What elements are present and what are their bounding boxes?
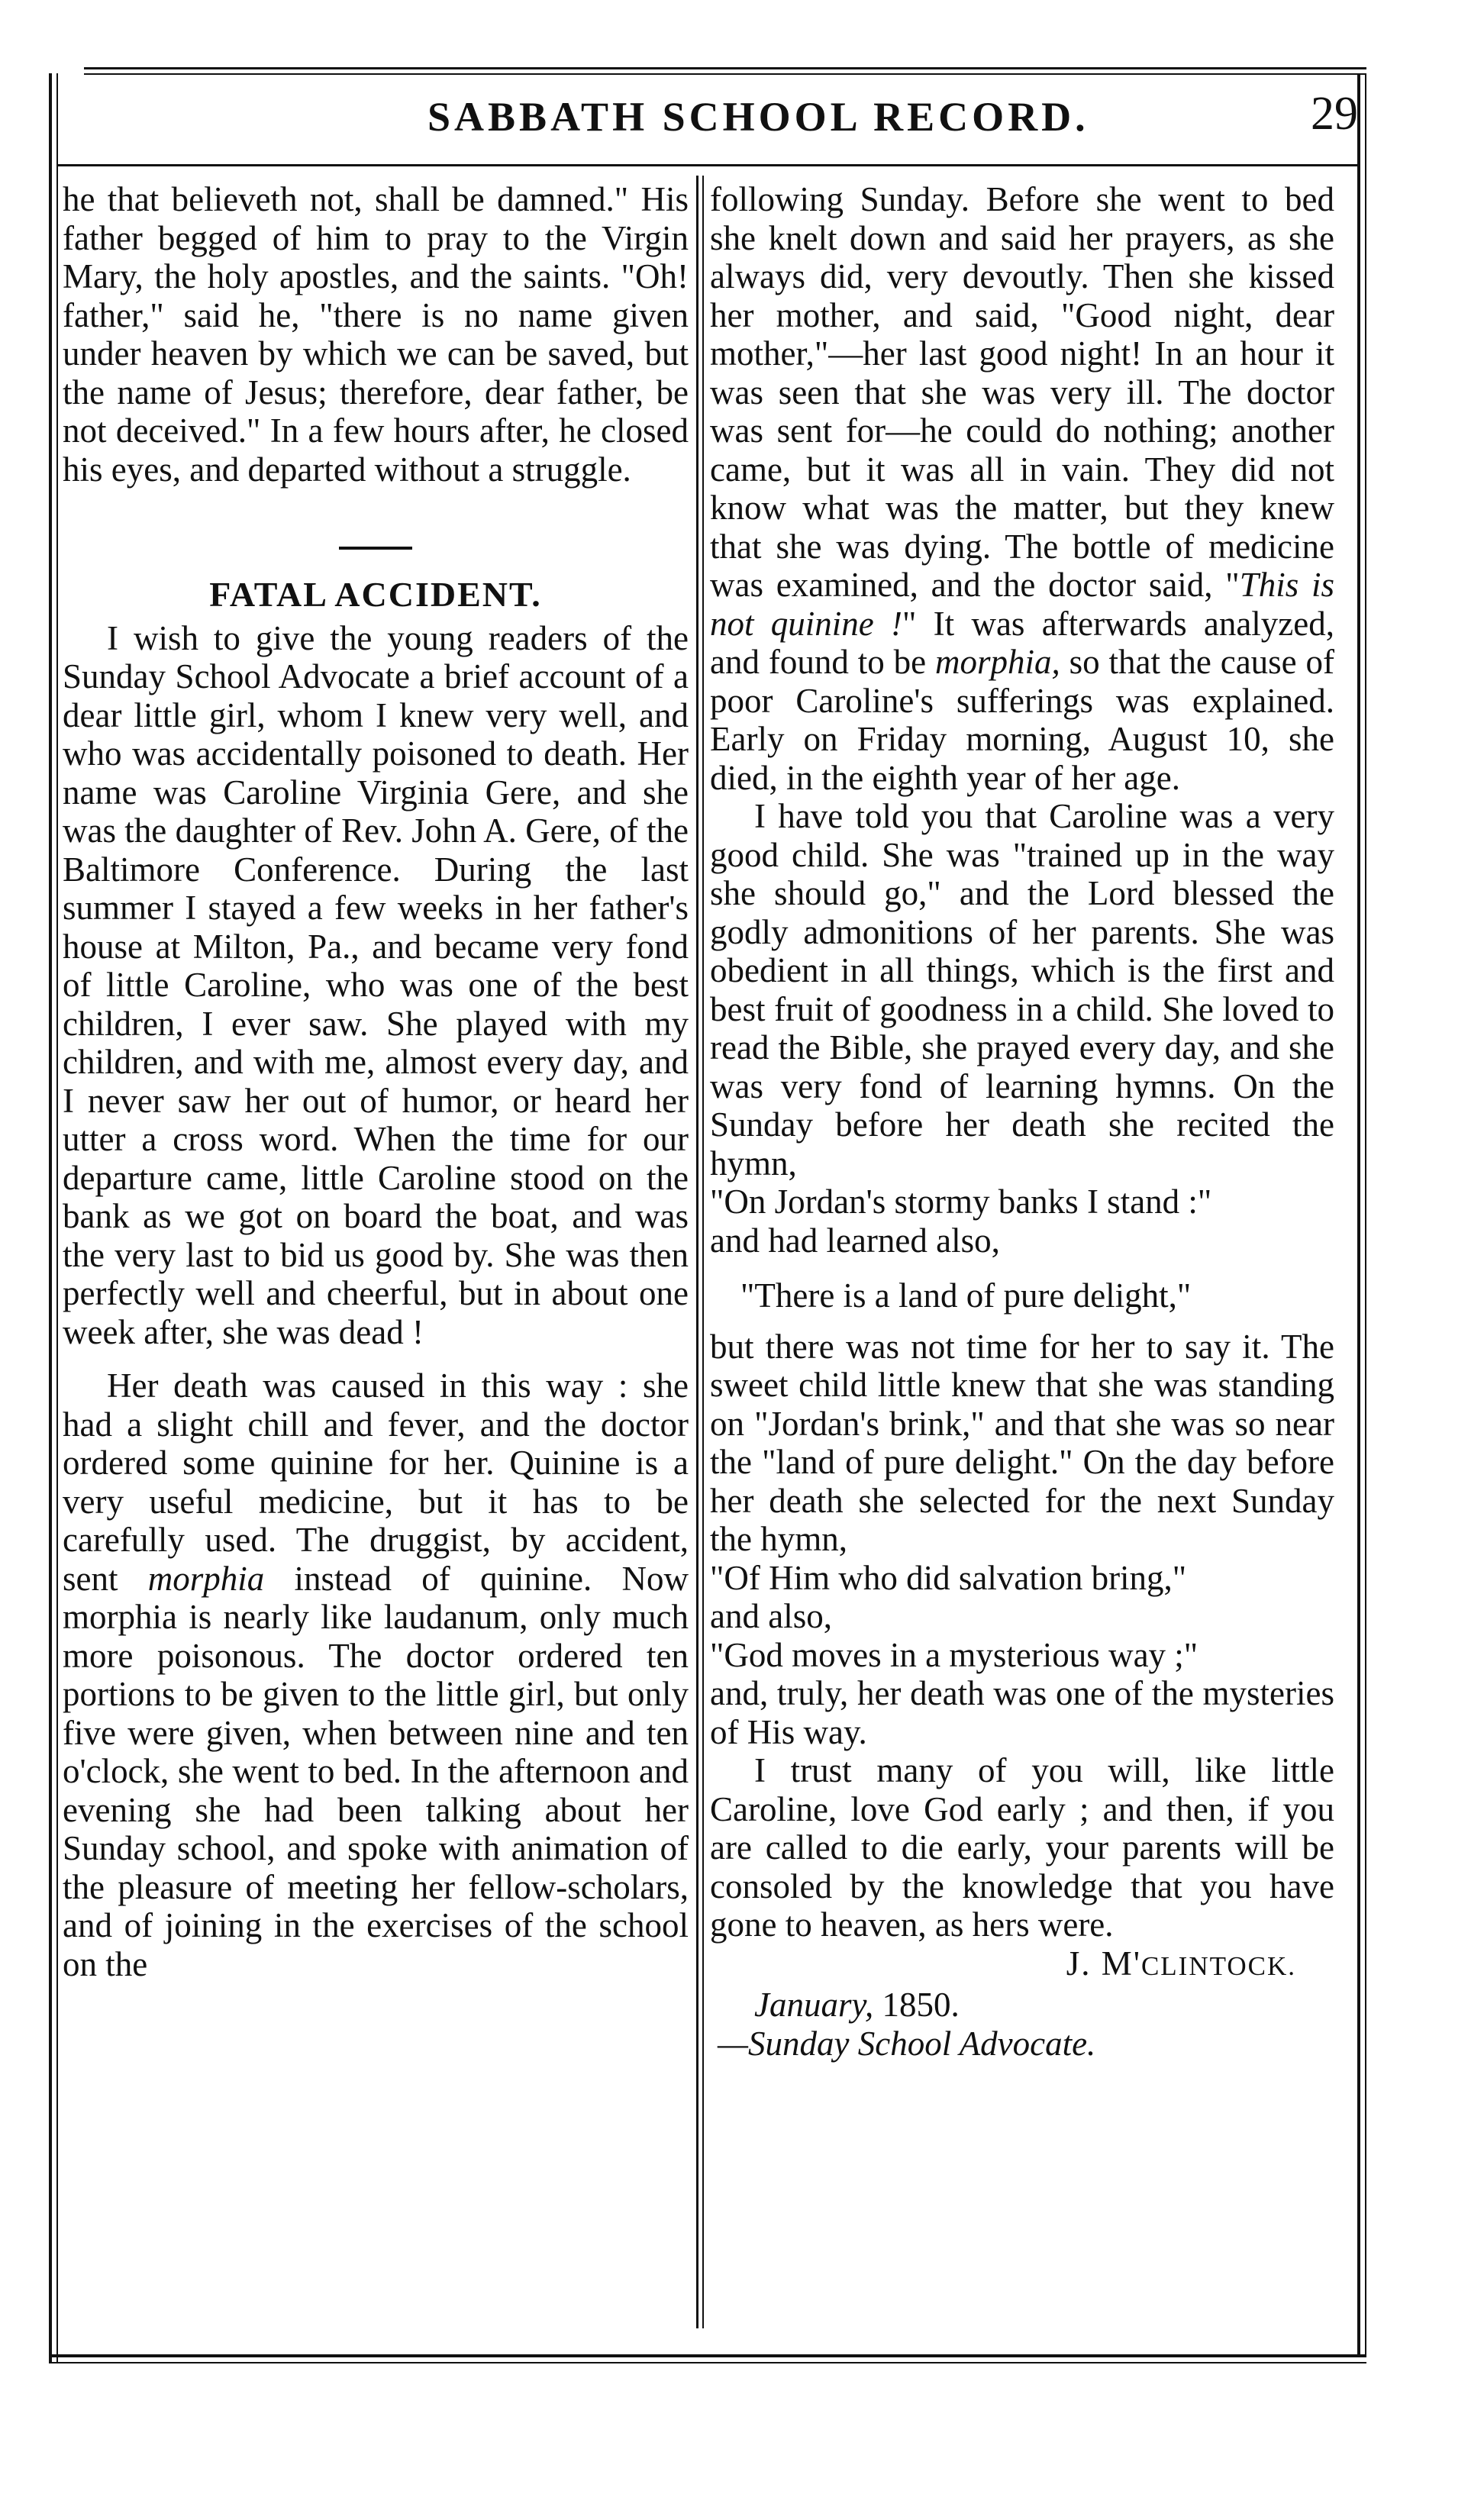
signature-initial: J. M' [1066, 1944, 1141, 1983]
bottom-rule [49, 2354, 1366, 2357]
article-line: and had learned also, [710, 1221, 1000, 1260]
hymn-line: "Of Him who did salvation bring," [710, 1558, 1187, 1597]
left-column [63, 180, 689, 1983]
italic-quote: This is not quinine ! [710, 566, 1334, 643]
left-frame-rule-2 [56, 73, 58, 2363]
date-year: 1850. [882, 1986, 960, 2024]
article-paragraph [63, 1366, 689, 1983]
paragraph-text: instead of quinine. Now morphia is nearly like laudanum, only much more poisonous. The doctor ordered ten portions to be given to the little girl, but only five were given, when between nine and ten o'clock, she went to bed. In the afternoon and evening she had been talking about her Sunday school, and spoke with animation of the pleasure of meeting her fellow-scholars, and of joining in the exercises of the school on the [63, 1559, 689, 1983]
header-underline [56, 164, 1359, 166]
column-divider-2 [702, 176, 704, 2328]
article-line: and also, [710, 1597, 832, 1635]
page-number: 29 [1311, 88, 1358, 140]
paragraph-text: following Sunday. Before she went to bed she knelt down and said her prayers, as she always did, very devoutly. Then she kissed her mother, and said, "Good night, dear mother,"—her last good night! In an hour it was seen that she was very ill. The doctor was sent for—he could do nothing; another came, but it was all in vain. They did not know what was the matter, but they knew that she was dying. The bottle of medicine was examined, and the doctor said, " [710, 180, 1334, 604]
running-head-title: SABBATH SCHOOL RECORD. [427, 94, 1089, 140]
date-month: January, [754, 1986, 874, 2024]
article-paragraph: but there was not time for her to say it. The sweet child little knew that she was standing on "Jordan's brink," and that she was so near the "land of pure delight." On the day before her death she selected for the next Sunday the hymn, [710, 1327, 1334, 1558]
bottom-rule-2 [49, 2362, 1366, 2363]
column-divider [696, 176, 698, 2328]
signature-surname: CLINTOCK. [1140, 1950, 1296, 1981]
dateline [710, 1986, 1334, 2025]
article-paragraph: I wish to give the young readers of the Sunday School Advocate a brief account of a dear little girl, whom I knew very well, and who was accidentally poisoned to death. Her name was Caroline Virginia Gere, and she was the daughter of Rev. John A. Gere, of the Baltimore Conference. During the last summer I stayed a few weeks in her father's house at Milton, Pa., and became very fond of little Caroline, who was one of the best children, I ever saw. She played with my children, and with me, almost every day, and I never saw her out of humor, or heard her utter a cross word. When the time for our departure came, little Caroline stood on the bank as we got on board the boat, and was the very last to bid us good by. She was then perfectly well and cheerful, but in about one week after, she was dead ! [63, 618, 689, 1351]
article-paragraph [710, 180, 1334, 797]
paragraph-text: " It was afterwards analyzed, and found to be [710, 604, 1335, 681]
article-paragraph: I have told you that Caroline was a very good child. She was "trained up in the way she should go," and the Lord blessed the godly admonitions of her parents. She was obedient in all things, which is the first and best fruit of goodness in a child. She loved to read the Bible, she prayed every day, and she was very fond of learning hymns. On the Sunday before her death she recited the hymn, [710, 797, 1334, 1183]
paragraph-text: Her death was caused in this way : she had a slight chill and fever, and the doctor ordered some quinine for her. Quinine is a very useful medicine, but it has to be carefully used. The druggist, by accident, sent [63, 1366, 689, 1598]
article-paragraph: I trust many of you will, like little Caroline, love God early ; and then, if you are called to die early, your parents will be consoled by the knowledge that you have gone to heaven, as hers were. [710, 1751, 1334, 1944]
right-frame-rule-2 [1365, 73, 1366, 2356]
top-double-rule-2 [84, 73, 1366, 75]
hymn-line: "There is a land of pure delight," [740, 1276, 1192, 1315]
left-frame-rule [49, 73, 52, 2363]
top-double-rule [84, 67, 1366, 69]
author-signature [710, 1944, 1334, 1986]
paragraph-text: so that the cause of poor Caroline's sufferings was explained. Early on Friday morning, August 10, she died, in the eighth year of her age. [710, 643, 1335, 797]
right-frame-rule [1357, 73, 1360, 2356]
section-separator [339, 547, 412, 550]
right-column [710, 180, 1334, 2063]
article-paragraph: and, truly, her death was one of the mysteries of His way. [710, 1674, 1334, 1751]
article-heading: FATAL ACCIDENT. [209, 575, 542, 614]
continued-paragraph: he that believeth not, shall be damned." His father begged of him to pray to the Virgin Mary, the holy apostles, and the saints. "Oh! father," said he, "there is no name given under heaven by which we can be saved, but the name of Jesus; therefore, dear father, be not deceived." In a few hours after, he closed his eyes, and departed without a struggle. [63, 180, 689, 489]
source-credit: —Sunday School Advocate. [718, 2024, 1096, 2063]
hymn-line: "On Jordan's stormy banks I stand :" [710, 1183, 1212, 1221]
italic-word: morphia [147, 1559, 265, 1598]
hymn-line: "God moves in a mysterious way ;" [710, 1635, 1198, 1674]
italic-word: morphia, [934, 643, 1060, 681]
